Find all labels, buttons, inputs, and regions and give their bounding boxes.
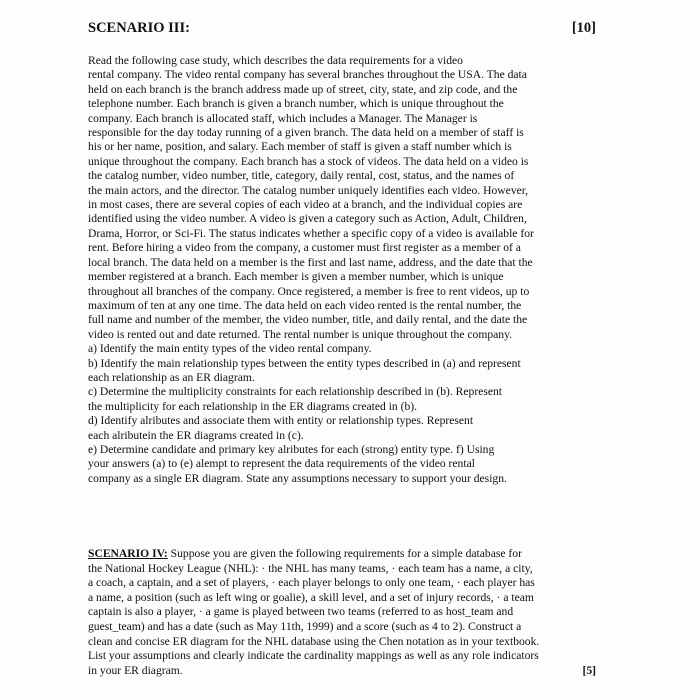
scenario-4-intro: Suppose you are given the following requirements for a simple database for: [167, 547, 522, 560]
scenario-4-title: SCENARIO IV:: [88, 547, 168, 560]
question-a: a) Identify the main entity types of the video rental company.: [88, 342, 372, 356]
text-line: held on each branch is the branch address made up of street, city, state, and zip code, and the: [88, 82, 518, 96]
text-line: member registered at a branch. Each member is given a member number, which is unique: [88, 270, 504, 284]
scenario-3-marks: [10]: [571, 20, 596, 36]
scenario-4-first-line: [88, 547, 608, 562]
text-line: rent. Before hiring a video from the company, a customer must first register as a member of a: [88, 241, 521, 255]
text-line: Drama, Horror, or Sci-Fi. The status indicates whether a specific copy of a video is available for: [88, 226, 534, 240]
scenario-3-heading: [88, 20, 596, 42]
scenario-4-body: [88, 547, 608, 678]
text-line: each relationship as an ER diagram.: [88, 370, 255, 384]
text-line: captain is also a player, · a game is played between two teams (referred to as host_team and: [88, 605, 514, 619]
question-d: d) Identify alributes and associate them with entity or relationship types. Represent: [88, 414, 474, 428]
question-c: c) Determine the multiplicity constraints for each relationship described in (b). Represent: [88, 385, 503, 399]
text-line: the catalog number, video number, title, category, daily rental, cost, status, and the names of: [88, 169, 515, 183]
text-line: each alributein the ER diagrams created in (c).: [88, 428, 304, 442]
text-line: your answers (a) to (e) alempt to represent the data requirements of the video rental: [88, 457, 475, 471]
text-line: List your assumptions and clearly indicate the cardinality mappings as well as any role indicators: [88, 649, 539, 663]
text-line: local branch. The data held on a member is the first and last name, address, and the date that the: [88, 255, 533, 269]
text-line: video is rented out and date returned. The rental number is unique throughout the company.: [88, 327, 513, 341]
text-line: guest_team) and has a date (such as May 11th, 1999) and a score (such as 4 to 2). Construct a: [88, 619, 522, 633]
text-line: clean and concise ER diagram for the NHL database using the Chen notation as in your textbook.: [88, 634, 540, 648]
text-line: unique throughout the company. Each branch has a stock of videos. The data held on a video is: [88, 154, 529, 168]
text-line: in most cases, there are several copies of each video at a branch, and the individual copies are: [88, 198, 523, 212]
text-line: his or her name, position, and salary. Each member of staff is given a staff number which is: [88, 140, 512, 154]
text-line: the multiplicity for each relationship in the ER diagrams created in (b).: [88, 399, 418, 413]
text-line: responsible for the day today running of a given branch. The data held on a member of staff is: [88, 126, 524, 140]
text-line: telephone number. Each branch is given a branch number, which is unique throughout the: [88, 97, 504, 111]
text-line: throughout all branches of the company. Once registered, a member is free to rent videos, up to: [88, 284, 530, 298]
text-line: in your ER diagram.: [88, 663, 183, 677]
scenario-4-last-line: [88, 664, 596, 679]
text-line: full name and number of the member, the video number, title, and daily rental, and the date the: [88, 313, 528, 327]
scenario-3-title: SCENARIO III:: [88, 20, 190, 36]
text-line: company. Each branch is allocated staff, which includes a Manager. The Manager is: [88, 111, 478, 125]
scenario-3-body: [88, 54, 608, 486]
text-line: Read the following case study, which describes the data requirements for a video: [88, 54, 463, 67]
text-line: identified using the video number. A video is given a category such as Action, Adult, Children,: [88, 212, 527, 226]
text-line: the main actors, and the director. The catalog number uniquely identifies each video. However,: [88, 183, 529, 197]
question-b: b) Identify the main relationship types between the entity types described in (a) and represent: [88, 356, 521, 370]
question-e-f: e) Determine candidate and primary key alributes for each (strong) entity type. f) Using: [88, 442, 495, 456]
text-line: maximum of ten at any one time. The data held on each video rented is the rental number, the: [88, 298, 522, 312]
text-line: company as a single ER diagram. State any assumptions necessary to support your design.: [88, 471, 507, 485]
text-line: a coach, a captain, and a set of players, · each player belongs to only one team, · each player has: [88, 576, 535, 590]
text-line: a name, a position (such as left wing or goalie), a skill level, and a set of injury records, · a team: [88, 590, 534, 604]
text-line: the National Hockey League (NHL): · the NHL has many teams, · each team has a name, a city,: [88, 561, 533, 575]
scenario-4-marks: [5]: [582, 663, 596, 677]
text-line: rental company. The video rental company has several branches throughout the USA. The data: [88, 68, 527, 82]
